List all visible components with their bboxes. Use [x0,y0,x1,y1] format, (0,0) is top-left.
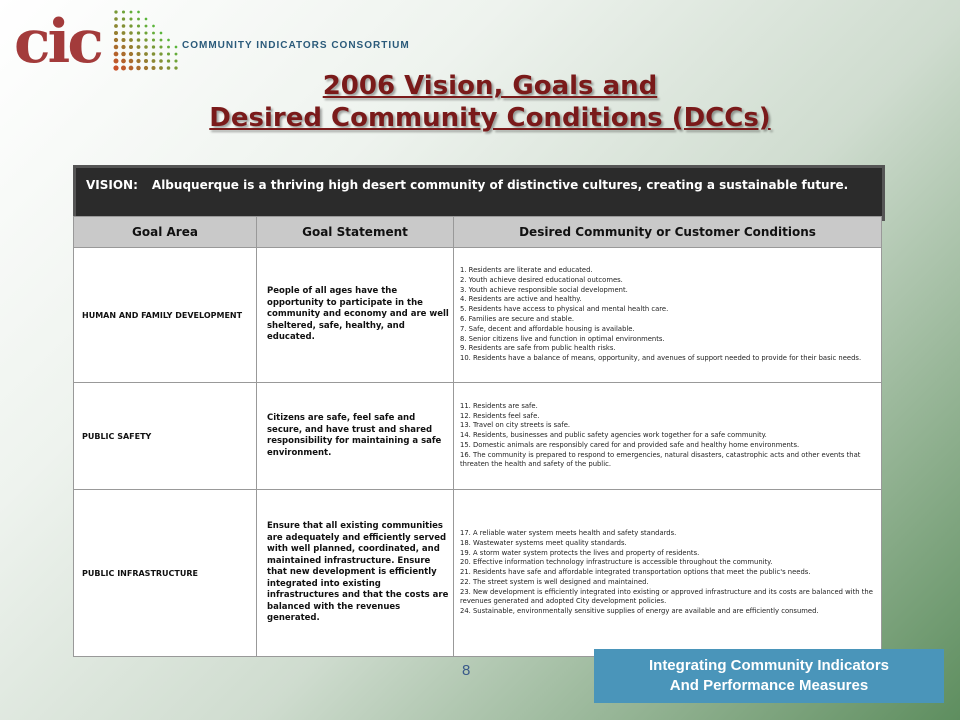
logo-dot-grid-icon [112,8,182,72]
logo-dot [114,59,119,64]
condition-item: 20. Effective information technology infrastructure is accessible throughout the community. [460,558,773,567]
logo-dot [152,59,156,63]
logo-dot [137,38,141,42]
condition-item: 5. Residents have access to physical and mental health care. [460,305,669,314]
logo-dot [152,45,155,48]
logo-dot [114,17,118,21]
logo-dot [167,59,170,62]
logo-dot [121,59,126,64]
logo-dot [121,66,126,71]
logo-dot [137,11,140,14]
condition-item: 15. Domestic animals are responsibly cared for and provided safe and healthy home environments. [460,440,800,449]
logo-dot [122,10,125,13]
logo-dot [152,25,155,28]
logo-dot [175,46,178,49]
logo-dot [160,32,163,35]
logo-wordmark: cic [14,7,101,77]
logo-dot [137,24,140,27]
footer-banner [594,649,944,703]
logo-dot [159,59,163,63]
logo-dot [129,31,133,35]
condition-item: 11. Residents are safe. [460,401,538,410]
logo-dot [144,45,148,49]
logo-dot [129,38,133,42]
conditions-cell [454,383,882,490]
logo-dot [121,45,125,49]
logo-dot [121,38,125,42]
condition-item: 18. Wastewater systems meet quality standards. [460,538,627,547]
logo-dot [122,17,125,20]
logo-dot [137,18,140,21]
page-title [150,70,830,134]
logo-dot [129,59,134,64]
logo-dot [167,39,170,42]
condition-item: 7. Safe, decent and affordable housing is available. [460,324,635,333]
goal-statement-cell: People of all ages have the opportunity to participate in the community and economy and are well sheltered, safe, healthy, and educated. [257,248,454,383]
logo-dot [144,59,148,63]
logo-dot [129,52,133,56]
logo-dot [129,45,133,49]
logo-dot [144,52,148,56]
logo-dot [145,25,148,28]
condition-item: 16. The community is prepared to respond to emergencies, natural disasters, catastrophic acts and other events that threaten the health and safety of the public. [460,450,861,469]
logo-dot [159,45,162,48]
condition-item: 2. Youth achieve desired educational outcomes. [460,275,623,284]
goal-area-cell: PUBLIC SAFETY [74,383,257,490]
vision-label: VISION: [86,178,138,192]
vision-text: Albuquerque is a thriving high desert community of distinctive cultures, creating a sustainable future. [151,178,849,192]
condition-item: 6. Families are secure and stable. [460,315,575,323]
title-line-2: Desired Community Conditions (DCCs) [209,103,771,133]
consortium-label: COMMUNITY INDICATORS CONSORTIUM [182,40,410,51]
table-row [74,383,882,490]
logo-dot [174,59,177,62]
table-row [74,490,882,657]
logo-dot [136,52,140,56]
conditions-list [460,266,875,364]
logo-dot [137,45,141,49]
logo-dot [130,11,133,14]
condition-item: 21. Residents have safe and affordable integrated transportation options that meet the public's needs. [460,568,811,577]
logo-dot [122,31,126,35]
condition-item: 23. New development is efficiently integrated into existing or approved infrastructure and its costs are balanced with the revenues generated and adopted City development policies. [460,587,873,606]
conditions-list [460,529,875,617]
logo-dot [144,31,147,34]
logo-dot [152,38,155,41]
logo-dot [144,66,148,70]
logo-dot [175,53,178,56]
condition-item: 17. A reliable water system meets health and safety standards. [460,528,677,537]
table-header-row [74,217,882,248]
logo-dot [114,52,119,57]
logo-dot [114,10,117,13]
condition-item: 12. Residents feel safe. [460,411,540,420]
table-row [74,248,882,383]
logo-dot [122,24,126,28]
condition-item: 9. Residents are safe from public health risks. [460,344,616,353]
logo-dot [152,52,156,56]
goals-table [73,216,882,657]
page-number: 8 [462,662,471,679]
header-desired-conditions: Desired Community or Customer Conditions [454,217,882,248]
logo-dot [144,38,147,41]
logo-dot [129,66,134,71]
logo-dot [114,24,118,28]
header-goal-area: Goal Area [74,217,257,248]
condition-item: 4. Residents are active and healthy. [460,295,582,304]
vision-banner [73,165,885,221]
condition-item: 24. Sustainable, environmentally sensitive supplies of energy are available and are efficiently consumed. [460,607,819,616]
logo-dot [167,46,170,49]
conditions-cell [454,248,882,383]
logo-dot [167,52,170,55]
logo-dot [114,31,118,35]
goal-statement-cell: Citizens are safe, feel safe and secure, and have trust and shared responsibility for maintaining a safe environment. [257,383,454,490]
condition-item: 22. The street system is well designed and maintained. [460,577,649,586]
goal-area-cell: PUBLIC INFRASTRUCTURE [74,490,257,657]
footer-line-1: Integrating Community Indicators [648,657,889,674]
logo-dot [113,65,118,70]
logo-dot [121,52,126,57]
goal-area-cell: HUMAN AND FAMILY DEVELOPMENT [74,248,257,383]
logo-dot [159,52,162,55]
header-goal-statement: Goal Statement [257,217,454,248]
logo-dot [114,38,118,42]
logo-dot [136,66,141,71]
condition-item: 14. Residents, businesses and public safety agencies work together for a safe community. [460,431,767,440]
title-line-1: 2006 Vision, Goals and [322,71,658,101]
conditions-list [460,402,875,471]
logo-dot [145,18,148,21]
condition-item: 3. Youth achieve responsible social development. [460,285,628,294]
logo-dot [152,32,155,35]
condition-item: 10. Residents have a balance of means, opportunity, and avenues of support needed to provide for their basic needs. [460,354,862,363]
condition-item: 8. Senior citizens live and function in optimal environments. [460,334,665,343]
condition-item: 1. Residents are literate and educated. [460,266,593,275]
condition-item: 19. A storm water system protects the lives and property of residents. [460,548,700,557]
conditions-cell [454,490,882,657]
logo-dot [129,17,132,20]
logo-dot [136,59,140,63]
logo-dot [114,45,119,50]
goal-statement-cell: Ensure that all existing communities are adequately and efficiently served with well planned, coordinated, and maintained infrastructure. Ensure that new development is efficiently integrated into existing infrastructures and that the costs are balanced with the revenues generated. [257,490,454,657]
footer-line-2: And Performance Measures [669,677,869,694]
logo-dot [129,24,132,27]
condition-item: 13. Travel on city streets is safe. [460,421,571,430]
logo-dot [160,39,163,42]
logo-dot [137,31,140,34]
